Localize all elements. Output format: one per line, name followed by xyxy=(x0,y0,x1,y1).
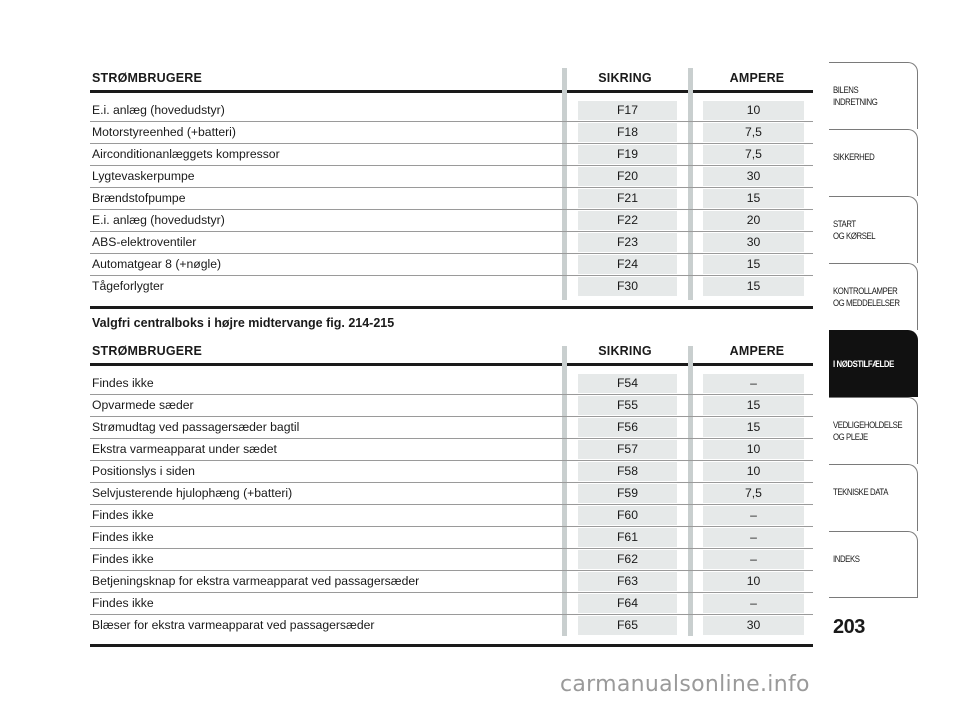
tab-label: VEDLIGEHOLDELSE OG PLEJE xyxy=(833,420,903,443)
table-row xyxy=(90,276,813,297)
fuse-table-1 xyxy=(90,68,813,309)
fuse-cell: F23 xyxy=(578,233,677,252)
consumer-cell: Lygtevaskerpumpe xyxy=(92,169,195,183)
ampere-cell: – xyxy=(703,594,804,613)
table-row xyxy=(90,144,813,166)
table-bottom-rule xyxy=(90,306,813,309)
fuse-cell: F55 xyxy=(578,396,677,415)
fuse-cell: F63 xyxy=(578,572,677,591)
table-body xyxy=(90,373,813,636)
consumer-cell: Brændstofpumpe xyxy=(92,191,186,205)
chapter-tabs xyxy=(829,62,918,598)
table-row xyxy=(90,210,813,232)
ampere-cell: 15 xyxy=(703,418,804,437)
fuse-cell: F58 xyxy=(578,462,677,481)
ampere-cell: – xyxy=(703,506,804,525)
ampere-cell: – xyxy=(703,374,804,393)
consumer-cell: Ekstra varmeapparat under sædet xyxy=(92,442,277,456)
fuse-cell: F59 xyxy=(578,484,677,503)
consumer-cell: Findes ikke xyxy=(92,530,154,544)
fuse-cell: F61 xyxy=(578,528,677,547)
header-fuse: SIKRING xyxy=(598,71,652,85)
ampere-cell: 30 xyxy=(703,233,804,252)
table-row xyxy=(90,571,813,593)
consumer-cell: ABS-elektroventiler xyxy=(92,235,197,249)
table-row xyxy=(90,505,813,527)
consumer-cell: Findes ikke xyxy=(92,596,154,610)
fuse-cell: F57 xyxy=(578,440,677,459)
tab-label: KONTROLLAMPER OG MEDDELELSER xyxy=(833,286,900,309)
consumer-cell: Findes ikke xyxy=(92,508,154,522)
table-row xyxy=(90,439,813,461)
ampere-cell: 15 xyxy=(703,277,804,296)
consumer-cell: Blæser for ekstra varmeapparat ved passagersæder xyxy=(92,618,375,632)
tab-label: SIKKERHED xyxy=(833,152,875,163)
consumer-cell: Opvarmede sæder xyxy=(92,398,194,412)
consumer-cell: Motorstyreenhed (+batteri) xyxy=(92,125,236,139)
tab-chapter[interactable] xyxy=(829,330,918,397)
tab-chapter[interactable] xyxy=(829,62,918,129)
tab-chapter[interactable] xyxy=(829,397,918,464)
table-row xyxy=(90,615,813,636)
tab-chapter[interactable] xyxy=(829,263,918,330)
table-row xyxy=(90,122,813,144)
fuse-cell: F18 xyxy=(578,123,677,142)
watermark: carmanualsonline.info xyxy=(560,672,810,697)
fuse-table-2 xyxy=(90,341,813,647)
ampere-cell: – xyxy=(703,550,804,569)
ampere-cell: 7,5 xyxy=(703,145,804,164)
ampere-cell: 30 xyxy=(703,616,804,635)
fuse-cell: F24 xyxy=(578,255,677,274)
table-row xyxy=(90,254,813,276)
consumer-cell: Airconditionanlæggets kompressor xyxy=(92,147,280,161)
tab-chapter[interactable] xyxy=(829,129,918,196)
fuse-cell: F56 xyxy=(578,418,677,437)
table-row xyxy=(90,373,813,395)
ampere-cell: – xyxy=(703,528,804,547)
table-row xyxy=(90,549,813,571)
fuse-cell: F19 xyxy=(578,145,677,164)
tab-chapter[interactable] xyxy=(829,531,918,598)
tab-label: INDEKS xyxy=(833,554,860,565)
ampere-cell: 15 xyxy=(703,255,804,274)
table-row xyxy=(90,232,813,254)
table-header xyxy=(90,68,813,90)
header-fuse: SIKRING xyxy=(598,344,652,358)
consumer-cell: Findes ikke xyxy=(92,552,154,566)
tab-label: I NØDSTILFÆLDE xyxy=(833,359,894,370)
header-ampere: AMPERE xyxy=(729,71,785,85)
ampere-cell: 7,5 xyxy=(703,484,804,503)
fuse-cell: F30 xyxy=(578,277,677,296)
fuse-cell: F62 xyxy=(578,550,677,569)
tab-label: BILENS INDRETNING xyxy=(833,85,878,108)
fuse-cell: F21 xyxy=(578,189,677,208)
table-bottom-rule xyxy=(90,644,813,647)
fuse-cell: F64 xyxy=(578,594,677,613)
table-body xyxy=(90,100,813,297)
tab-chapter[interactable] xyxy=(829,196,918,263)
ampere-cell: 10 xyxy=(703,101,804,120)
consumer-cell: Selvjusterende hjulophæng (+batteri) xyxy=(92,486,293,500)
consumer-cell: Strømudtag ved passagersæder bagtil xyxy=(92,420,300,434)
ampere-cell: 15 xyxy=(703,396,804,415)
ampere-cell: 20 xyxy=(703,211,804,230)
section-subheading: Valgfri centralboks i højre midtervange fig. 214-215 xyxy=(92,316,395,330)
table-row xyxy=(90,100,813,122)
fuse-cell: F20 xyxy=(578,167,677,186)
header-consumer: STRØMBRUGERE xyxy=(92,344,203,358)
fuse-cell: F22 xyxy=(578,211,677,230)
ampere-cell: 7,5 xyxy=(703,123,804,142)
page-number: 203 xyxy=(833,616,865,638)
tab-label: START OG KØRSEL xyxy=(833,219,876,242)
table-row xyxy=(90,593,813,615)
table-row xyxy=(90,395,813,417)
header-ampere: AMPERE xyxy=(729,344,785,358)
tab-chapter[interactable] xyxy=(829,464,918,531)
consumer-cell: Positionslys i siden xyxy=(92,464,195,478)
table-row xyxy=(90,166,813,188)
header-consumer: STRØMBRUGERE xyxy=(92,71,203,85)
fuse-cell: F17 xyxy=(578,101,677,120)
fuse-cell: F54 xyxy=(578,374,677,393)
fuse-cell: F65 xyxy=(578,616,677,635)
ampere-cell: 10 xyxy=(703,462,804,481)
table-row xyxy=(90,417,813,439)
consumer-cell: Automatgear 8 (+nøgle) xyxy=(92,257,222,271)
consumer-cell: Tågeforlygter xyxy=(92,279,164,293)
consumer-cell: Findes ikke xyxy=(92,376,154,390)
table-row xyxy=(90,483,813,505)
ampere-cell: 15 xyxy=(703,189,804,208)
ampere-cell: 10 xyxy=(703,572,804,591)
ampere-cell: 30 xyxy=(703,167,804,186)
table-row xyxy=(90,527,813,549)
table-header xyxy=(90,341,813,363)
ampere-cell: 10 xyxy=(703,440,804,459)
consumer-cell: Betjeningsknap for ekstra varmeapparat ved passagersæder xyxy=(92,574,420,588)
tab-label: TEKNISKE DATA xyxy=(833,487,888,498)
fuse-cell: F60 xyxy=(578,506,677,525)
table-row xyxy=(90,188,813,210)
consumer-cell: E.i. anlæg (hovedudstyr) xyxy=(92,103,225,117)
table-row xyxy=(90,461,813,483)
consumer-cell: E.i. anlæg (hovedudstyr) xyxy=(92,213,225,227)
